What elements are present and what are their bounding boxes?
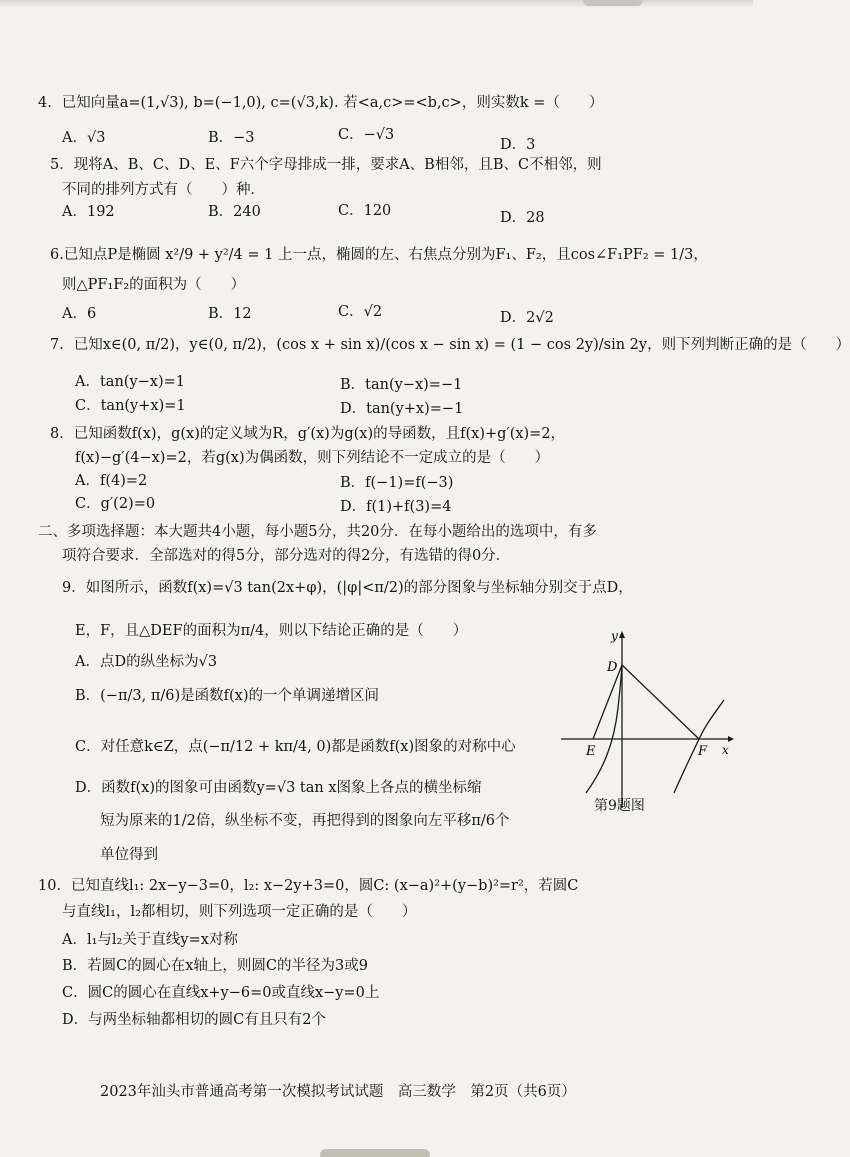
q4-option-c: C．−√3 <box>338 127 395 143</box>
q9-option-a: A．点D的纵坐标为√3 <box>75 654 218 670</box>
q5-option-d: D．28 <box>500 210 545 226</box>
q4-option-a: A．√3 <box>62 130 106 146</box>
q6-option-d: D．2√2 <box>500 310 554 326</box>
y-axis-arrow <box>619 631 625 638</box>
scan-bottom-mark <box>320 1149 430 1157</box>
q5-option-b: B．240 <box>208 204 261 220</box>
q10-stem-line2: 与直线l₁，l₂都相切，则下列选项一定正确的是（ ） <box>62 904 417 920</box>
q7-option-b: B．tan(y−x)=−1 <box>340 377 463 393</box>
q4-option-b: B．−3 <box>208 130 255 146</box>
q6-option-a: A．6 <box>62 306 97 322</box>
q4-option-d: D．3 <box>500 137 536 153</box>
q9-figure-caption: 第9题图 <box>594 798 645 814</box>
q10-stem-line1: 10．已知直线l₁: 2x−y−3=0，l₂: x−2y+3=0，圆C: (x−a)²+(y−b)²=r²，若圆C <box>38 878 579 894</box>
q4-stem: 4．已知向量a=(1,√3), b=(−1,0), c=(√3,k). 若<a,c>=<b,c>，则实数k =（ ） <box>38 95 604 111</box>
segment-df <box>622 665 699 739</box>
label-d: D <box>607 660 618 675</box>
tan-curve-branch <box>586 665 622 793</box>
q6-stem-line1: 6.已知点P是椭圆 x²/9 + y²/4 = 1 上一点，椭圆的左、右焦点分别为F₁、F₂，且cos∠F₁PF₂ = 1/3， <box>50 247 708 263</box>
q6-option-c: C．√2 <box>338 304 383 320</box>
q7-option-a: A．tan(y−x)=1 <box>75 374 185 390</box>
q5-option-a: A．192 <box>62 204 115 220</box>
q5-option-c: C．120 <box>338 203 392 219</box>
label-e: E <box>586 744 596 759</box>
x-axis-arrow <box>728 736 734 742</box>
q8-stem-line1: 8．已知函数f(x)，g(x)的定义域为R，g′(x)为g(x)的导函数，且f(x)+g′(x)=2， <box>50 426 566 442</box>
q9-option-c: C．对任意k∈Z，点(−π/12 + kπ/4, 0)都是函数f(x)图象的对称中心 <box>75 739 516 755</box>
q10-option-c: C．圆C的圆心在直线x+y−6=0或直线x−y=0上 <box>62 985 380 1001</box>
q5-stem-line1: 5．现将A、B、C、D、E、F六个字母排成一排，要求A、B相邻，且B、C不相邻，则 <box>50 157 602 173</box>
q8-option-c: C．g′(2)=0 <box>75 496 156 512</box>
scan-mark <box>583 0 643 6</box>
page-footer: 2023年汕头市普通高考第一次模拟考试试题 高三数学 第2页（共6页） <box>100 1084 576 1100</box>
q5-stem-line2: 不同的排列方式有（ ）种． <box>62 182 265 198</box>
q9-graph-figure <box>556 628 736 813</box>
q9-option-d-line3: 单位得到 <box>100 847 158 863</box>
q6-stem-line2: 则△PF₁F₂的面积为（ ） <box>62 277 246 293</box>
q7-option-c: C．tan(y+x)=1 <box>75 398 186 414</box>
label-x: x <box>722 743 729 757</box>
q9-stem-line1: 9．如图所示，函数f(x)=√3 tan(2x+φ)，(|φ|<π/2)的部分图象与坐标轴分别交于点D， <box>62 580 633 596</box>
q8-option-b: B．f(−1)=f(−3) <box>340 475 454 491</box>
section2-line1: 二、多项选择题：本大题共4小题，每小题5分，共20分．在每小题给出的选项中，有多 <box>38 524 597 540</box>
q6-option-b: B．12 <box>208 306 252 322</box>
q10-option-b: B．若圆C的圆心在x轴上，则圆C的半径为3或9 <box>62 958 368 974</box>
q9-option-d-line2: 短为原来的1/2倍，纵坐标不变，再把得到的图象向左平移π/6个 <box>100 813 510 829</box>
segment-de <box>593 665 622 739</box>
q8-option-d: D．f(1)+f(3)=4 <box>340 499 452 515</box>
q10-option-d: D．与两坐标轴都相切的圆C有且只有2个 <box>62 1012 326 1028</box>
q7-stem: 7．已知x∈(0, π/2)，y∈(0, π/2)，(cos x + sin x)/(cos x − sin x) = (1 − cos 2y)/sin 2y，则下列判断正确的是（ ） <box>50 337 850 353</box>
q8-stem-line2: f(x)−g′(4−x)=2，若g(x)为偶函数，则下列结论不一定成立的是（ ） <box>75 450 550 466</box>
section2-line2: 项符合要求．全部选对的得5分，部分选对的得2分，有选错的得0分． <box>62 548 511 564</box>
q9-option-b: B．(−π/3, π/6)是函数f(x)的一个单调递增区间 <box>75 688 379 704</box>
q7-option-d: D．tan(y+x)=−1 <box>340 401 464 417</box>
q8-option-a: A．f(4)=2 <box>75 473 148 489</box>
label-y: y <box>611 629 618 643</box>
q9-stem-line2: E，F，且△DEF的面积为π/4，则以下结论正确的是（ ） <box>75 623 468 639</box>
q9-option-d-line1: D．函数f(x)的图象可由函数y=√3 tan x图象上各点的横坐标缩 <box>75 780 482 796</box>
q10-option-a: A．l₁与l₂关于直线y=x对称 <box>62 932 238 948</box>
label-f: F <box>698 744 708 759</box>
